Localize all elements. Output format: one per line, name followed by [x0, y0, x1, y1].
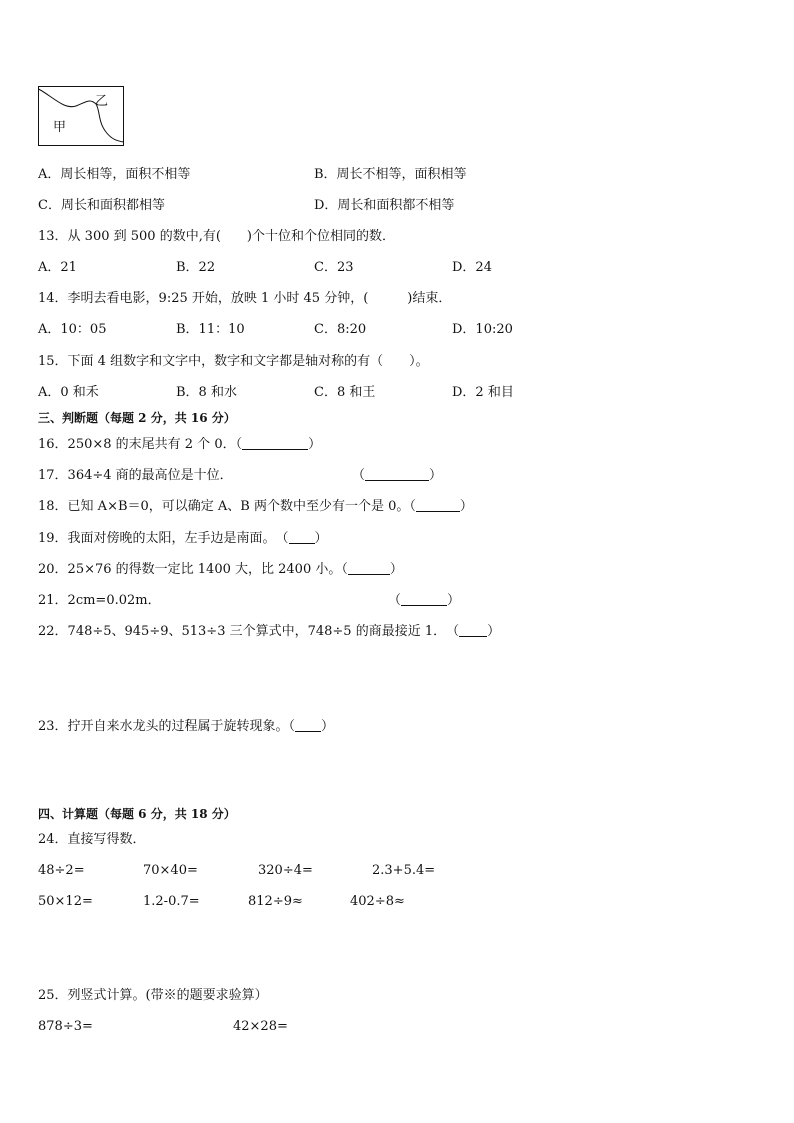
- q22-answer-blank[interactable]: [459, 624, 487, 637]
- figure-label-yi: 乙: [95, 94, 109, 109]
- q12-option-a[interactable]: A．周长相等，面积不相等: [38, 167, 191, 182]
- q21-answer: [388, 593, 460, 609]
- q22-close-paren: ）: [487, 624, 501, 639]
- section-3-title: 三、判断题（每题 2 分，共 16 分）: [38, 411, 236, 425]
- q18-text: 18．已知 A×B＝0，可以确定 A、B 两个数中至少有一个是 0。（: [38, 499, 416, 514]
- q24-item: 2.3+5.4=: [372, 863, 436, 878]
- q18-question: [38, 499, 473, 515]
- q13-option-a[interactable]: A．21: [38, 260, 77, 275]
- q16-close-paren: ）: [308, 437, 322, 452]
- q24-item: 1.2-0.7=: [143, 894, 200, 909]
- shape-figure: [38, 86, 124, 146]
- q24-item: 402÷8≈: [350, 894, 405, 909]
- q12-option-c[interactable]: C．周长和面积都相等: [38, 198, 165, 213]
- q21-question: 21．2cm=0.02m．: [38, 593, 161, 608]
- q14-option-b[interactable]: B．11：10: [176, 322, 245, 337]
- q14-option-d[interactable]: D．10:20: [452, 322, 513, 337]
- q15-option-b[interactable]: B．8 和水: [176, 385, 237, 400]
- q24-question: 24．直接写得数．: [38, 832, 146, 847]
- q24-item: 48÷2=: [38, 863, 85, 878]
- q17-question: 17．364÷4 商的最高位是十位．: [38, 468, 233, 483]
- q15-option-c[interactable]: C．8 和王: [314, 385, 376, 400]
- q21-close-paren: ）: [447, 593, 461, 608]
- q18-close-paren: ）: [459, 499, 473, 514]
- q23-answer-blank[interactable]: [295, 719, 321, 732]
- q17-answer: [352, 468, 442, 484]
- q25-question: 25．列竖式计算。(带※的题要求验算）: [38, 988, 268, 1003]
- q18-answer-blank[interactable]: [416, 499, 460, 512]
- q17-open-paren: （: [352, 468, 366, 483]
- q24-item: 70×40=: [143, 863, 198, 878]
- q19-answer-blank[interactable]: [289, 531, 315, 544]
- q13-option-d[interactable]: D．24: [452, 260, 492, 275]
- q25-item: 878÷3=: [38, 1019, 93, 1034]
- q22-text: 22．748÷5、945÷9、513÷3 三个算式中，748÷5 的商最接近 1． （: [38, 624, 460, 639]
- q20-answer-blank[interactable]: [348, 562, 390, 575]
- q21-answer-blank[interactable]: [401, 593, 447, 606]
- q16-answer-blank[interactable]: [242, 437, 308, 450]
- q13-option-c[interactable]: C．23: [314, 260, 354, 275]
- q23-close-paren: ）: [321, 719, 335, 734]
- split-rectangle-diagram: [38, 86, 124, 146]
- q16-text: 16．250×8 的末尾共有 2 个 0．（: [38, 437, 243, 452]
- q14-question: 14．李明去看电影，9:25 开始，放映 1 小时 45 分钟，( )结束．: [38, 291, 452, 306]
- q13-question: 13．从 300 到 500 的数中,有( )个十位和个位相同的数．: [38, 229, 395, 244]
- q17-close-paren: ）: [429, 468, 443, 483]
- q15-question: 15．下面 4 组数字和文字中，数字和文字都是轴对称的有（ ）。: [38, 354, 429, 369]
- q12-option-d[interactable]: D．周长和面积都不相等: [314, 198, 455, 213]
- q16-question: [38, 437, 321, 453]
- q14-option-c[interactable]: C．8:20: [314, 322, 367, 337]
- q19-close-paren: ）: [314, 531, 328, 546]
- q25-item: 42×28=: [233, 1019, 288, 1034]
- q20-close-paren: ）: [389, 562, 403, 577]
- q17-answer-blank[interactable]: [365, 468, 429, 481]
- q23-question: [38, 719, 334, 735]
- q13-option-b[interactable]: B．22: [176, 260, 216, 275]
- q22-question: [38, 624, 500, 640]
- q14-option-a[interactable]: A．10：05: [38, 322, 107, 337]
- q23-text: 23．拧开自来水龙头的过程属于旋转现象。（: [38, 719, 296, 734]
- q15-option-a[interactable]: A．0 和禾: [38, 385, 99, 400]
- q20-text: 20．25×76 的得数一定比 1400 大，比 2400 小。（: [38, 562, 348, 577]
- q24-item: 812÷9≈: [248, 894, 303, 909]
- q19-question: [38, 531, 328, 547]
- section-4-title: 四、计算题（每题 6 分，共 18 分）: [38, 807, 236, 821]
- q15-option-d[interactable]: D．2 和目: [452, 385, 514, 400]
- q12-option-b[interactable]: B．周长不相等，面积相等: [314, 167, 467, 182]
- q21-open-paren: （: [388, 593, 402, 608]
- figure-label-jia: 甲: [53, 120, 67, 135]
- q24-item: 50×12=: [38, 894, 93, 909]
- q19-text: 19．我面对傍晚的太阳，左手边是南面。 （: [38, 531, 289, 546]
- q24-item: 320÷4=: [258, 863, 313, 878]
- q20-question: [38, 562, 403, 578]
